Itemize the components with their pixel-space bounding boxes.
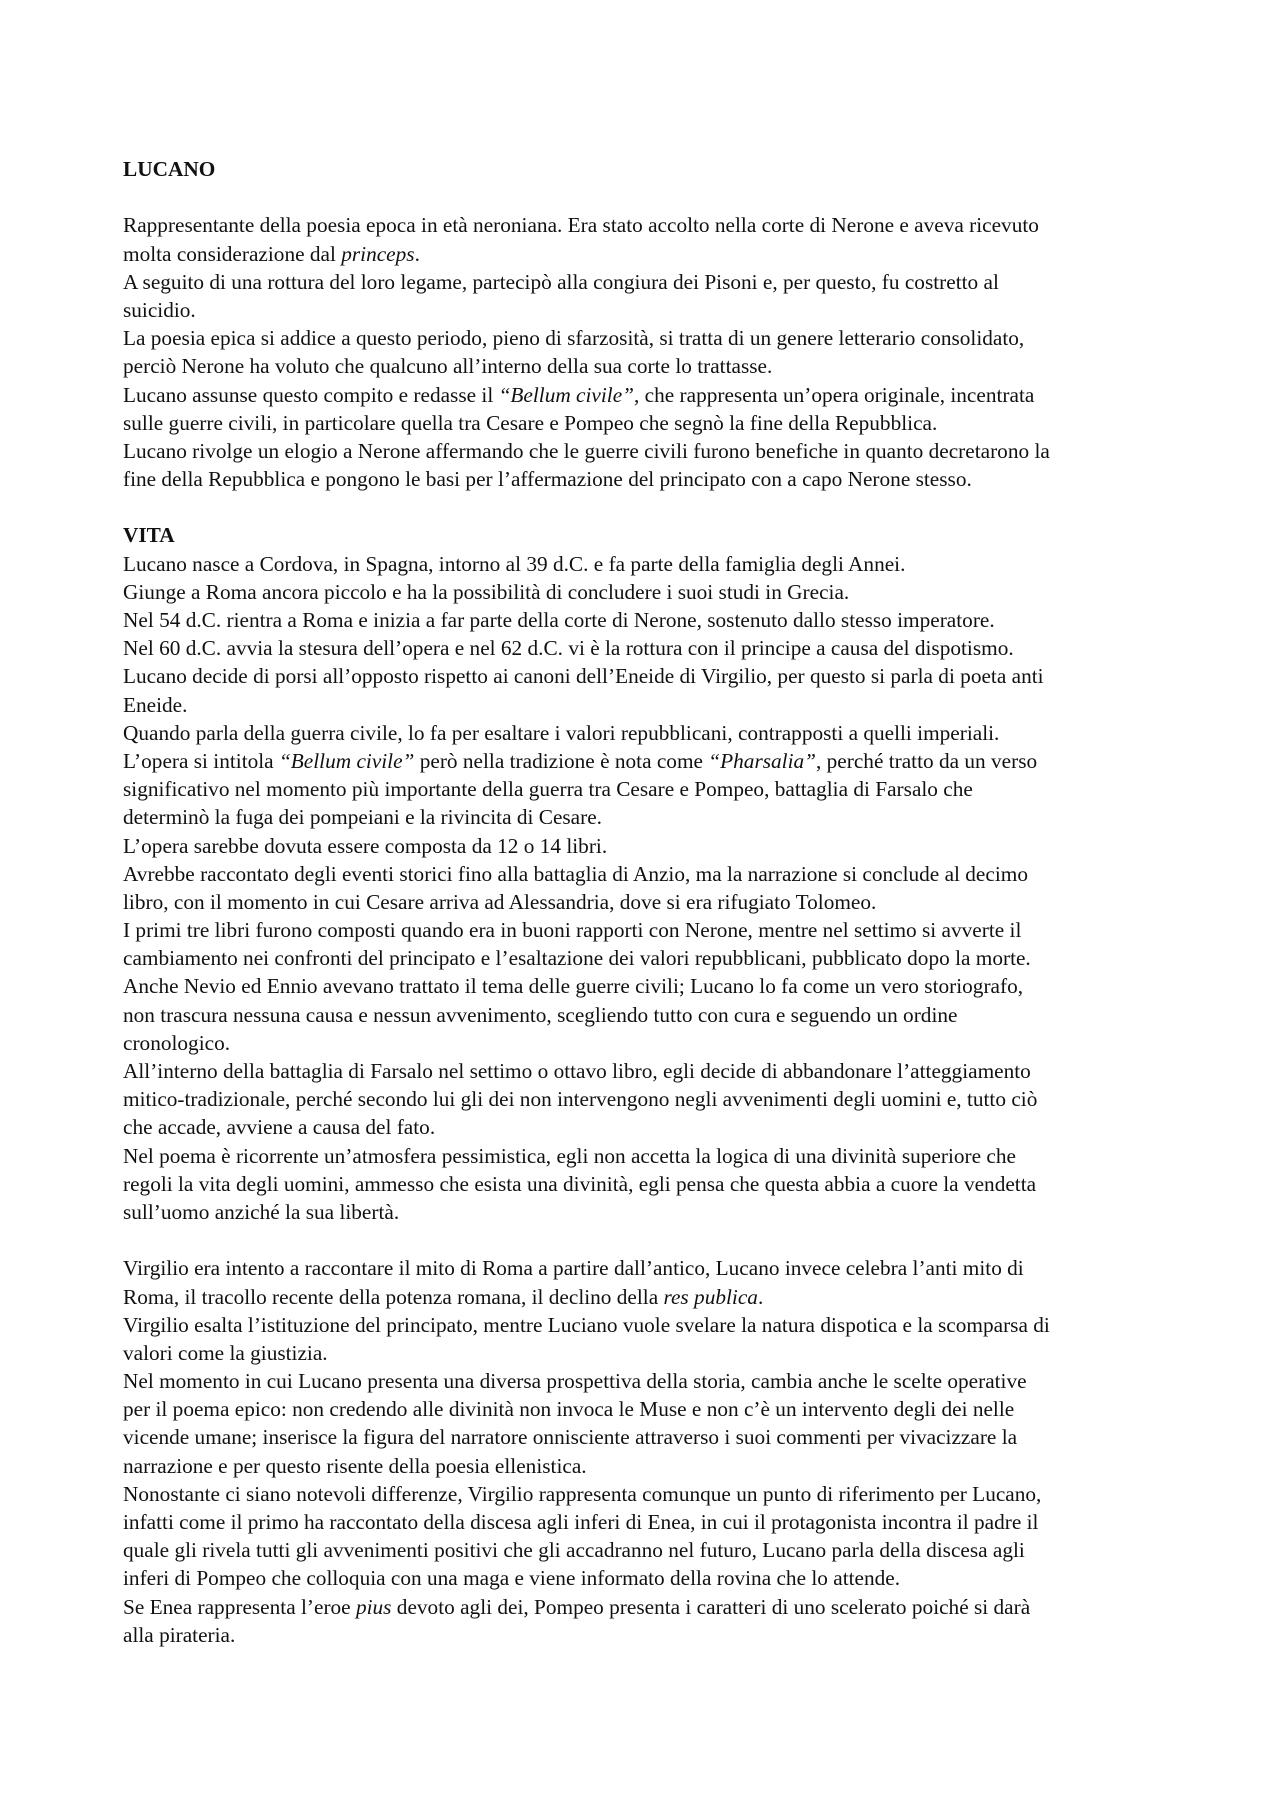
text-line: per il poema epico: non credendo alle divinità non invoca le Muse e non c’è un intervento degli dei nelle <box>123 1397 1015 1422</box>
text-line: All’interno della battaglia di Farsalo nel settimo o ottavo libro, egli decide di abbandonare l’atteggiamento <box>123 1059 1031 1083</box>
text-line <box>123 1593 1168 1621</box>
vita-section <box>123 550 1168 1227</box>
italic-term: res publica <box>663 1284 758 1309</box>
text-line: Virgilio esalta l’istituzione del principato, mentre Luciano vuole svelare la natura dispotica e la scomparsa di <box>123 1312 1050 1337</box>
italic-title: “Bellum civile” <box>278 748 415 773</box>
text-line <box>123 240 1168 268</box>
text-line <box>123 747 1168 775</box>
text-line: perciò Nerone ha voluto che qualcuno all’interno della sua corte lo trattasse. <box>123 354 773 379</box>
text-line: Nonostante ci siano notevoli differenze, Virgilio rappresenta comunque un punto di riferimento per Lucano, <box>123 1481 1042 1506</box>
spacer <box>123 183 1168 211</box>
intro-paragraph <box>123 211 1168 493</box>
text-line: I primi tre libri furono composti quando era in buoni rapporti con Nerone, mentre nel settimo si avverte il <box>123 918 1022 943</box>
italic-term: princeps <box>341 241 415 266</box>
text-line: Avrebbe raccontato degli eventi storici fino alla battaglia di Anzio, ma la narrazione si conclude al decimo <box>123 861 1028 886</box>
page-title: LUCANO <box>123 157 216 181</box>
text-line: determinò la fuga dei pompeiani e la rivincita di Cesare. <box>123 805 603 830</box>
text-span: . <box>757 1284 764 1309</box>
text-span: L’opera si intitola <box>123 748 279 773</box>
text-line: vicende umane; inserisce la figura del narratore onnisciente attraverso i suoi commenti per vivacizzare la <box>123 1425 1018 1450</box>
text-line: libro, con il momento in cui Cesare arriva ad Alessandria, dove si era rifugiato Tolomeo. <box>123 889 877 914</box>
text-line: non trascura nessuna causa e nessun avvenimento, scegliendo tutto con cura e seguendo un ordine <box>123 1002 958 1027</box>
text-line <box>123 381 1168 409</box>
text-line: Lucano nasce a Cordova, in Spagna, intorno al 39 d.C. e fa parte della famiglia degli Annei. <box>123 551 906 576</box>
text-line: L’opera sarebbe dovuta essere composta da 12 o 14 libri. <box>123 833 608 858</box>
text-line: Lucano rivolge un elogio a Nerone affermando che le guerre civili furono benefiche in quanto decretarono la <box>123 438 1050 463</box>
text-line: valori come la giustizia. <box>123 1340 328 1365</box>
text-line: Giunge a Roma ancora piccolo e ha la possibilità di concludere i suoi studi in Grecia. <box>123 579 850 604</box>
text-line: inferi di Pompeo che colloquia con una maga e viene informato della rovina che lo attende. <box>123 1566 901 1591</box>
text-span: Se Enea rappresenta l’eroe <box>123 1594 356 1619</box>
text-span: Roma, il tracollo recente della potenza romana, il declino della <box>123 1284 664 1309</box>
text-span: , che rappresenta un’opera originale, incentrata <box>634 382 1035 407</box>
text-line: narrazione e per questo risente della poesia ellenistica. <box>123 1453 587 1478</box>
text-line: Quando parla della guerra civile, lo fa per esaltare i valori repubblicani, contrapposti a quelli imperiali. <box>123 720 1000 745</box>
virgilio-section <box>123 1254 1168 1649</box>
text-line: Nel 54 d.C. rientra a Roma e inizia a far parte della corte di Nerone, sostenuto dallo stesso imperatore. <box>123 608 995 632</box>
text-line: Nel momento in cui Lucano presenta una diversa prospettiva della storia, cambia anche le scelte operative <box>123 1369 1027 1394</box>
text-line: suicidio. <box>123 297 196 322</box>
text-line: che accade, avviene a causa del fato. <box>123 1115 436 1140</box>
spacer <box>123 1226 1168 1254</box>
text-line: Nel poema è ricorrente un’atmosfera pessimistica, egli non accetta la logica di una divinità superiore che <box>123 1143 1016 1168</box>
italic-title: “Pharsalia” <box>708 748 816 773</box>
text-line: Eneide. <box>123 692 188 717</box>
text-line: mitico-tradizionale, perché secondo lui gli dei non intervengono negli avvenimenti degli uomini e, tutto ciò <box>123 1087 1038 1112</box>
text-line: regoli la vita degli uomini, ammesso che esista una divinità, egli pensa che questa abbia a cuore la vendetta <box>123 1171 1037 1196</box>
italic-title: “Bellum civile” <box>498 382 635 407</box>
text-line: fine della Repubblica e pongono le basi per l’affermazione del principato con a capo Nerone stesso. <box>123 467 972 492</box>
text-span: . <box>414 241 420 266</box>
text-span: devoto agli dei, Pompeo presenta i caratteri di uno scelerato poiché si darà <box>391 1594 1031 1619</box>
text-line: A seguito di una rottura del loro legame, partecipò alla congiura dei Pisoni e, per questo, fu costretto al <box>123 269 999 294</box>
italic-term: pius <box>355 1594 392 1619</box>
text-line: Lucano decide di porsi all’opposto rispetto ai canoni dell’Eneide di Virgilio, per questo si parla di poeta anti <box>123 664 1044 689</box>
text-span: molta considerazione dal <box>123 241 342 266</box>
text-line: sull’uomo anziché la sua libertà. <box>123 1199 400 1224</box>
text-line: Nel 60 d.C. avvia la stesura dell’opera e nel 62 d.C. vi è la rottura con il principe a causa del dispotismo. <box>123 636 1014 661</box>
text-line: La poesia epica si addice a questo periodo, pieno di sfarzosità, si tratta di un genere letterario consolidato, <box>123 326 1025 351</box>
text-line: Rappresentante della poesia epoca in età neroniana. Era stato accolto nella corte di Nerone e aveva ricevuto <box>123 213 1039 238</box>
text-span: , perché tratto da un verso <box>816 748 1038 773</box>
text-line: Anche Nevio ed Ennio avevano trattato il tema delle guerre civili; Lucano lo fa come un vero storiografo, <box>123 974 1024 999</box>
text-line: alla pirateria. <box>123 1622 236 1647</box>
text-line <box>123 1283 1168 1311</box>
text-span: Lucano assunse questo compito e redasse il <box>123 382 499 407</box>
text-line: cambiamento nei confronti del principato e l’esaltazione dei valori repubblicani, pubblicato dopo la morte. <box>123 946 1031 971</box>
text-line: infatti come il primo ha raccontato della discesa agli inferi di Enea, in cui il protagonista incontra il padre il <box>123 1510 1039 1534</box>
text-line: Virgilio era intento a raccontare il mito di Roma a partire dall’antico, Lucano invece celebra l’anti mito di <box>123 1256 1024 1281</box>
text-line: quale gli rivela tutti gli avvenimenti positivi che gli accadranno nel futuro, Lucano parla della discesa agli <box>123 1538 1025 1563</box>
text-line: cronologico. <box>123 1030 231 1055</box>
document-page <box>123 155 1168 1649</box>
text-line: significativo nel momento più importante della guerra tra Cesare e Pompeo, battaglia di Farsalo che <box>123 777 973 802</box>
spacer <box>123 493 1168 521</box>
text-span: però nella tradizione è nota come <box>414 748 709 773</box>
section-heading-vita: VITA <box>123 523 175 548</box>
text-line: sulle guerre civili, in particolare quella tra Cesare e Pompeo che segnò la fine della Repubblica. <box>123 410 938 435</box>
